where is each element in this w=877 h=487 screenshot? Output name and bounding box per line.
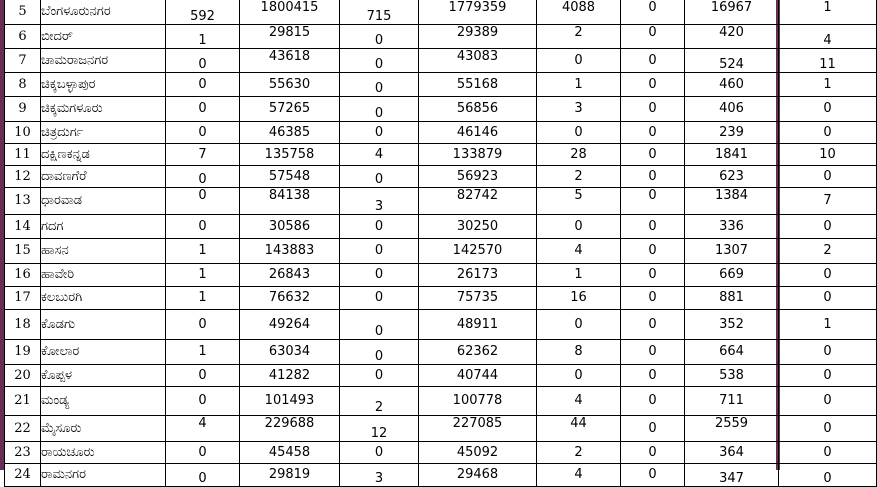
cell-value: 133879: [419, 144, 537, 166]
table-row: [5, 340, 877, 365]
cell-value: 0: [340, 97, 419, 122]
table-row: [5, 49, 877, 73]
cell-value: 0: [621, 215, 685, 239]
cell-value: 524: [685, 49, 779, 73]
district-name: ಚಿಕ್ಕಬಳ್ಳಾಪುರ: [41, 73, 166, 97]
row-number: 10: [5, 122, 41, 144]
table-row: [5, 215, 877, 239]
row-number: 15: [5, 239, 41, 264]
cell-value: 10: [779, 144, 877, 166]
cell-value: 1: [166, 287, 240, 310]
cell-value: 227085: [419, 416, 537, 442]
cell-value: 0: [340, 264, 419, 287]
cell-value: 0: [166, 166, 240, 188]
cell-value: 881: [685, 287, 779, 310]
district-name: ಚಾಮರಾಜನಗರ: [41, 49, 166, 73]
district-name: ರಾಯಚೂರು: [41, 442, 166, 464]
table-row: [5, 0, 877, 25]
cell-value: 2559: [685, 416, 779, 442]
district-name: ಬೆಂಗಳೂರುನಗರ: [41, 0, 166, 25]
cell-value: 0: [779, 215, 877, 239]
cell-value: 420: [685, 25, 779, 49]
cell-value: 0: [779, 166, 877, 188]
cell-value: 16967: [685, 0, 779, 25]
cell-value: 2: [537, 166, 621, 188]
cell-value: 0: [621, 340, 685, 365]
row-number: 20: [5, 365, 41, 387]
cell-value: 347: [685, 464, 779, 487]
table-row: [5, 416, 877, 442]
cell-value: 0: [621, 122, 685, 144]
cell-value: 55168: [419, 73, 537, 97]
cell-value: 0: [340, 49, 419, 73]
row-number: 9: [5, 97, 41, 122]
cell-value: 2: [340, 387, 419, 416]
row-number: 7: [5, 49, 41, 73]
table-row: [5, 442, 877, 464]
cell-value: 0: [340, 442, 419, 464]
cell-value: 0: [166, 215, 240, 239]
table-body: [5, 0, 877, 487]
table-row: [5, 122, 877, 144]
cell-value: 16: [537, 287, 621, 310]
cell-value: 0: [621, 264, 685, 287]
cell-value: 669: [685, 264, 779, 287]
cell-value: 0: [340, 287, 419, 310]
cell-value: 7: [779, 188, 877, 215]
cell-value: 1384: [685, 188, 779, 215]
cell-value: 0: [166, 122, 240, 144]
cell-value: 3: [340, 464, 419, 487]
cell-value: 75735: [419, 287, 537, 310]
cell-value: 0: [621, 239, 685, 264]
district-name: ದಕ್ಷಿಣಕನ್ನಡ: [41, 144, 166, 166]
table-row: [5, 365, 877, 387]
table-row: [5, 310, 877, 340]
cell-value: 46385: [240, 122, 340, 144]
cell-value: 4: [340, 144, 419, 166]
cell-value: 460: [685, 73, 779, 97]
cell-value: 135758: [240, 144, 340, 166]
cell-value: 49264: [240, 310, 340, 340]
cell-value: 0: [621, 387, 685, 416]
row-number: 13: [5, 188, 41, 215]
table-row: [5, 287, 877, 310]
cell-value: 0: [340, 239, 419, 264]
cell-value: 0: [621, 416, 685, 442]
cell-value: 0: [779, 340, 877, 365]
district-name: ಹಾವೇರಿ: [41, 264, 166, 287]
district-name: ದಾವಣಗೆರೆ: [41, 166, 166, 188]
cell-value: 0: [166, 442, 240, 464]
table-row: [5, 239, 877, 264]
cell-value: 0: [340, 215, 419, 239]
cell-value: 0: [340, 166, 419, 188]
cell-value: 29819: [240, 464, 340, 487]
table-row: [5, 387, 877, 416]
cell-value: 715: [340, 0, 419, 25]
row-number: 17: [5, 287, 41, 310]
district-name: ಮಂಡ್ಯ: [41, 387, 166, 416]
cell-value: 43618: [240, 49, 340, 73]
cell-value: 55630: [240, 73, 340, 97]
row-number: 8: [5, 73, 41, 97]
cell-value: 11: [779, 49, 877, 73]
table-row: [5, 264, 877, 287]
cell-value: 0: [621, 442, 685, 464]
cell-value: 29389: [419, 25, 537, 49]
district-name: ಚಿಕ್ಕಮಗಳೂರು: [41, 97, 166, 122]
cell-value: 43083: [419, 49, 537, 73]
cell-value: 0: [779, 365, 877, 387]
cell-value: 7: [166, 144, 240, 166]
district-name: ಕೋಲಾರ: [41, 340, 166, 365]
cell-value: 0: [621, 365, 685, 387]
cell-value: 1: [166, 340, 240, 365]
cell-value: 1: [779, 0, 877, 25]
table-row: [5, 73, 877, 97]
district-name: ಚಿತ್ರದುರ್ಗ: [41, 122, 166, 144]
cell-value: 239: [685, 122, 779, 144]
cell-value: 29815: [240, 25, 340, 49]
cell-value: 1: [779, 73, 877, 97]
district-name: ಕೊಡಗು: [41, 310, 166, 340]
cell-value: 4: [166, 416, 240, 442]
cell-value: 4: [537, 464, 621, 487]
cell-value: 2: [537, 25, 621, 49]
table-row: [5, 97, 877, 122]
cell-value: 0: [340, 122, 419, 144]
cell-value: 8: [537, 340, 621, 365]
cell-value: 28: [537, 144, 621, 166]
row-number: 24: [5, 464, 41, 487]
cell-value: 29468: [419, 464, 537, 487]
cell-value: 0: [621, 188, 685, 215]
cell-value: 0: [537, 215, 621, 239]
cell-value: 0: [537, 122, 621, 144]
cell-value: 0: [166, 365, 240, 387]
cell-value: 3: [537, 97, 621, 122]
cell-value: 711: [685, 387, 779, 416]
cell-value: 592: [166, 0, 240, 25]
cell-value: 664: [685, 340, 779, 365]
cell-value: 0: [621, 287, 685, 310]
row-number: 12: [5, 166, 41, 188]
cell-value: 12: [340, 416, 419, 442]
district-name: ಮೈಸೂರು: [41, 416, 166, 442]
cell-value: 1: [779, 310, 877, 340]
cell-value: 229688: [240, 416, 340, 442]
district-name: ಕೊಪ್ಪಳ: [41, 365, 166, 387]
cell-value: 1: [166, 25, 240, 49]
cell-value: 364: [685, 442, 779, 464]
cell-value: 0: [166, 73, 240, 97]
district-name: ಹಾಸನ: [41, 239, 166, 264]
district-covid-table: [4, 0, 877, 487]
row-number: 23: [5, 442, 41, 464]
cell-value: 0: [166, 387, 240, 416]
cell-value: 0: [779, 287, 877, 310]
cell-value: 0: [621, 464, 685, 487]
cell-value: 1800415: [240, 0, 340, 25]
cell-value: 1779359: [419, 0, 537, 25]
cell-value: 2: [779, 239, 877, 264]
cell-value: 41282: [240, 365, 340, 387]
cell-value: 0: [621, 166, 685, 188]
table-row: [5, 188, 877, 215]
cell-value: 44: [537, 416, 621, 442]
row-number: 22: [5, 416, 41, 442]
cell-value: 0: [621, 73, 685, 97]
cell-value: 26843: [240, 264, 340, 287]
cell-value: 0: [621, 310, 685, 340]
cell-value: 0: [166, 310, 240, 340]
cell-value: 30250: [419, 215, 537, 239]
cell-value: 0: [779, 464, 877, 487]
row-number: 11: [5, 144, 41, 166]
row-number: 5: [5, 0, 41, 25]
cell-value: 40744: [419, 365, 537, 387]
cell-value: 2: [537, 442, 621, 464]
cell-value: 0: [779, 442, 877, 464]
row-number: 21: [5, 387, 41, 416]
cell-value: 45092: [419, 442, 537, 464]
cell-value: 76632: [240, 287, 340, 310]
table-row: [5, 144, 877, 166]
cell-value: 0: [340, 25, 419, 49]
cell-value: 4: [779, 25, 877, 49]
cell-value: 0: [166, 49, 240, 73]
cell-value: 57548: [240, 166, 340, 188]
cell-value: 0: [340, 340, 419, 365]
cell-value: 0: [621, 144, 685, 166]
cell-value: 1: [166, 264, 240, 287]
cell-value: 0: [537, 49, 621, 73]
cell-value: 0: [779, 387, 877, 416]
cell-value: 84138: [240, 188, 340, 215]
cell-value: 30586: [240, 215, 340, 239]
cell-value: 1: [537, 264, 621, 287]
cell-value: 4: [537, 239, 621, 264]
district-name: ಗದಗ: [41, 215, 166, 239]
cell-value: 0: [621, 49, 685, 73]
table-row: [5, 25, 877, 49]
cell-value: 143883: [240, 239, 340, 264]
district-name: ಧಾರವಾಡ: [41, 188, 166, 215]
cell-value: 3: [340, 188, 419, 215]
cell-value: 142570: [419, 239, 537, 264]
row-number: 19: [5, 340, 41, 365]
cell-value: 0: [166, 464, 240, 487]
cell-value: 82742: [419, 188, 537, 215]
row-number: 18: [5, 310, 41, 340]
cell-value: 0: [537, 310, 621, 340]
cell-value: 0: [621, 0, 685, 25]
cell-value: 5: [537, 188, 621, 215]
cell-value: 0: [537, 365, 621, 387]
cell-value: 0: [779, 97, 877, 122]
cell-value: 57265: [240, 97, 340, 122]
cell-value: 0: [779, 416, 877, 442]
cell-value: 538: [685, 365, 779, 387]
cell-value: 0: [166, 188, 240, 215]
cell-value: 46146: [419, 122, 537, 144]
cell-value: 1307: [685, 239, 779, 264]
cell-value: 0: [621, 25, 685, 49]
table-row: [5, 464, 877, 487]
row-number: 6: [5, 25, 41, 49]
cell-value: 0: [340, 310, 419, 340]
row-number: 16: [5, 264, 41, 287]
cell-value: 0: [340, 73, 419, 97]
cell-value: 45458: [240, 442, 340, 464]
cell-value: 0: [779, 122, 877, 144]
cell-value: 336: [685, 215, 779, 239]
cell-value: 26173: [419, 264, 537, 287]
cell-value: 1: [166, 239, 240, 264]
table-row: [5, 166, 877, 188]
cell-value: 0: [621, 97, 685, 122]
row-number: 14: [5, 215, 41, 239]
cell-value: 623: [685, 166, 779, 188]
cell-value: 0: [779, 264, 877, 287]
district-name: ಬೀದರ್: [41, 25, 166, 49]
cell-value: 4: [537, 387, 621, 416]
cell-value: 352: [685, 310, 779, 340]
cell-value: 0: [166, 97, 240, 122]
cell-value: 1841: [685, 144, 779, 166]
cell-value: 0: [340, 365, 419, 387]
cell-value: 1: [537, 73, 621, 97]
cell-value: 4088: [537, 0, 621, 25]
cell-value: 406: [685, 97, 779, 122]
cell-value: 62362: [419, 340, 537, 365]
cell-value: 56856: [419, 97, 537, 122]
district-name: ಕಲಬುರಗಿ: [41, 287, 166, 310]
cell-value: 56923: [419, 166, 537, 188]
cell-value: 101493: [240, 387, 340, 416]
cell-value: 100778: [419, 387, 537, 416]
cell-value: 63034: [240, 340, 340, 365]
district-name: ರಾಮನಗರ: [41, 464, 166, 487]
cell-value: 48911: [419, 310, 537, 340]
